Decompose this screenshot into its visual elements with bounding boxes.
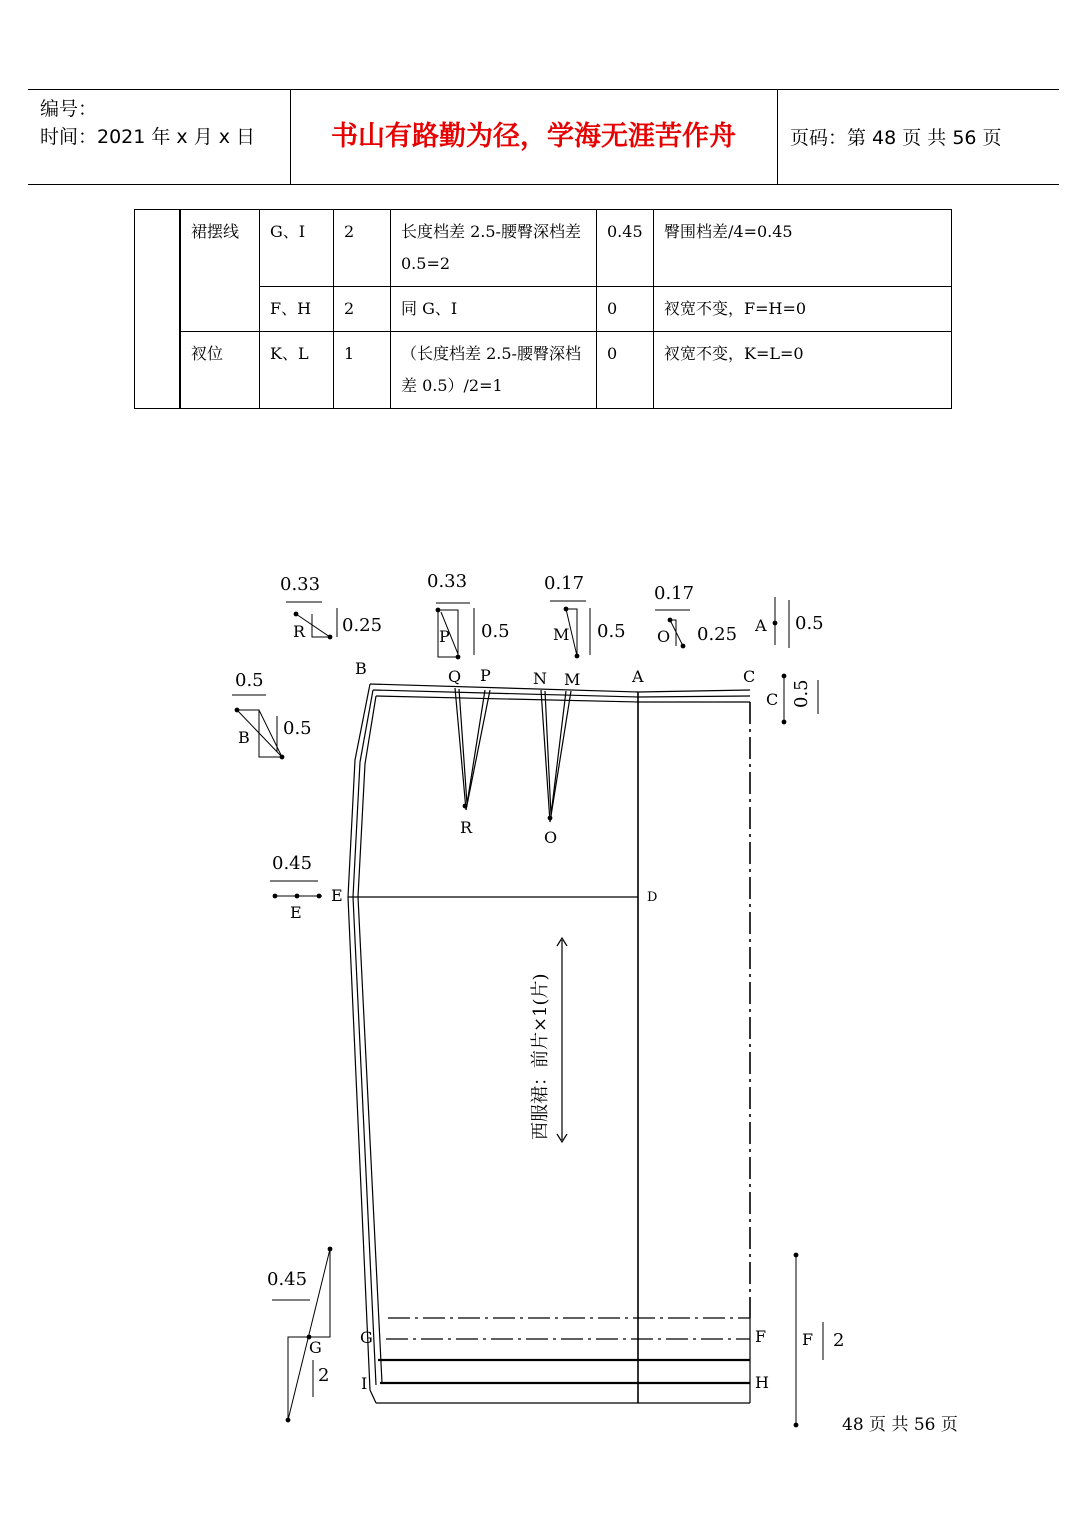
point-label: O [657, 627, 671, 646]
point-label: E [331, 886, 343, 905]
point-label: I [361, 1374, 368, 1393]
table-cell: K、L [260, 332, 334, 409]
point-label: M [564, 670, 581, 689]
point-label: C [766, 690, 779, 709]
table-cell: F、H [260, 287, 334, 332]
grade-value: 0.5 [481, 621, 510, 642]
table-cell: 长度档差 2.5-腰臀深档差 0.5=2 [391, 210, 597, 287]
grade-value: 0.5 [795, 613, 824, 634]
point-label: A [632, 667, 644, 686]
point-label: M [553, 625, 570, 644]
table-cell: 0.45 [597, 210, 654, 287]
table-cell: 同 G、I [391, 287, 597, 332]
time-label: 时间：2021 年 x 月 x 日 [40, 126, 256, 148]
motto: 书山有路勤为径，学海无涯苦作舟 [290, 90, 778, 184]
point-label: P [480, 666, 491, 685]
point-label: H [755, 1373, 769, 1392]
point-label: B [355, 659, 367, 678]
point-label: F [802, 1330, 814, 1349]
table-cell: G、I [260, 210, 334, 287]
table-cell: 裙摆线 [180, 210, 260, 332]
table-cell: 臀围档差/4=0.45 [654, 210, 952, 287]
table-cell: 1 [334, 332, 391, 409]
grade-value: 0.17 [544, 573, 585, 594]
grade-value: 0.5 [791, 679, 812, 708]
grainline-arrow-icon [557, 938, 567, 1142]
grade-value: 0.45 [267, 1269, 308, 1290]
point-label: F [755, 1327, 767, 1346]
grade-value: 0.25 [697, 624, 738, 645]
table-cell: 2 [334, 287, 391, 332]
point-label: R [460, 818, 473, 837]
grade-value: 2 [833, 1330, 845, 1351]
grade-value: 0.5 [597, 621, 626, 642]
point-label: C [743, 667, 756, 686]
table-cell: 2 [334, 210, 391, 287]
table-cell: 衩宽不变，K=L=0 [654, 332, 952, 409]
table-cell: 0 [597, 332, 654, 409]
grade-value: 2 [318, 1365, 330, 1386]
grade-value: 0.33 [427, 571, 468, 592]
piece-label: 西服裙：前片×1(片) [530, 973, 551, 1140]
point-label: N [533, 669, 547, 688]
point-label: O [544, 828, 558, 847]
grade-value: 0.5 [283, 718, 312, 739]
serial-label: 编号： [40, 98, 98, 120]
point-label: A [755, 616, 767, 635]
point-label: G [360, 1328, 373, 1347]
point-label: R [293, 622, 306, 641]
point-label: D [647, 890, 658, 905]
table-cell: （长度档差 2.5-腰臀深档差 0.5）/2=1 [391, 332, 597, 409]
table-cell: 0 [597, 287, 654, 332]
grade-value: 0.5 [235, 670, 264, 691]
grade-value: 0.25 [342, 615, 383, 636]
point-label: Q [448, 667, 462, 686]
grade-value: 0.17 [654, 583, 695, 604]
page-label: 页码：第 48 页 共 56 页 [790, 127, 1002, 149]
point-labels [238, 616, 813, 1393]
grade-value: 0.45 [272, 853, 313, 874]
grade-points [235, 607, 799, 1428]
point-label: G [309, 1338, 322, 1357]
page-number: 48 页 共 56 页 [842, 1415, 958, 1435]
table-cell: 衩宽不变，F=H=0 [654, 287, 952, 332]
grade-diagrams [232, 597, 823, 1425]
point-label: E [290, 903, 302, 922]
table-cell: 衩位 [180, 332, 260, 409]
point-label: P [439, 627, 450, 646]
grade-value: 0.33 [280, 574, 321, 595]
point-label: B [238, 728, 250, 747]
